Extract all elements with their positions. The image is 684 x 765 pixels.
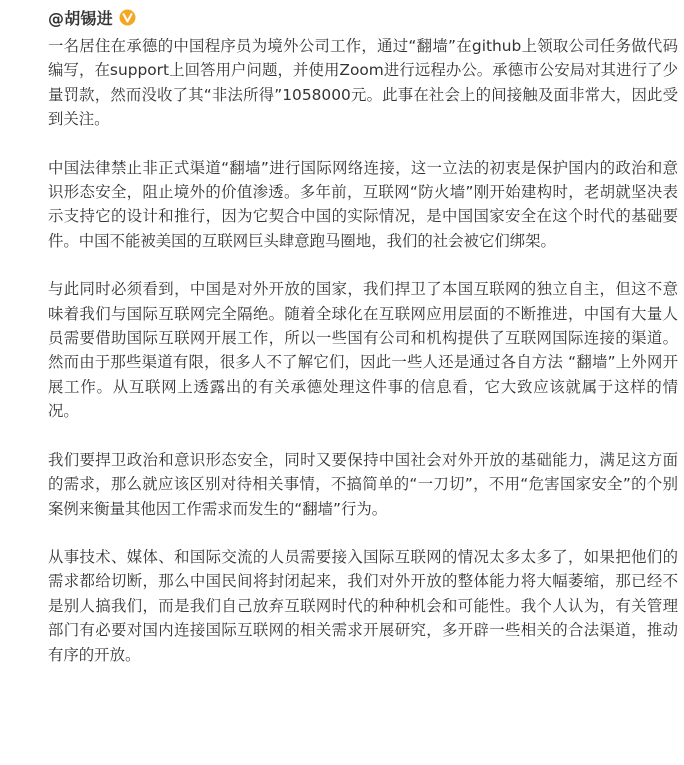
- post-paragraph-1: 一名居住在承德的中国程序员为境外公司工作，通过“翻墙”在github上领取公司任务做代码编写，在support上回答用户问题，并使用Zoom进行远程办公。承德市公安局对其进行了少量罚款，然而没收了其“非法所得”1058000元。此事在社会上的间接触及面非常大，因此受到关注。: [48, 37, 678, 129]
- post-paragraph-4: 我们要捍卫政治和意识形态安全，同时又要保持中国社会对外开放的基础能力，满足这方面的需求，那么就应该区别对待相关事情，不搞简单的“一刀切”，不用“危害国家安全”的个别案例来衡量其他因工作需求而发生的“翻墙”行为。: [48, 450, 678, 518]
- weibo-post: [48, 6, 678, 691]
- post-header: [48, 6, 678, 28]
- post-paragraph-5: 从事技术、媒体、和国际交流的人员需要接入国际互联网的情况太多太多了，如果把他们的需求都给切断，那么中国民间将封闭起来，我们对外开放的整体能力将大幅萎缩，那已经不是别人搞我们，而是我们自己放弃互联网时代的种种机会和可能性。我个人认为，有关管理部门有必要对国内连接国际互联网的相关需求开展研究，多开辟一些相关的合法渠道，推动有序的开放。: [48, 547, 678, 664]
- post-paragraph-3: 与此同时必须看到，中国是对外开放的国家，我们捍卫了本国互联网的独立自主，但这不意味着我们与国际互联网完全隔绝。随着全球化在互联网应用层面的不断推进，中国有大量人员需要借助国际互联网开展工作，所以一些国有公司和机构提供了互联网国际连接的渠道。然而由于那些渠道有限，很多人不了解它们，因此一些人还是通过各自方法 “翻墙”上外网开展工作。从互联网上透露出的有关承德处理这件事的信息看，它大致应该就属于这样的情况。: [48, 280, 678, 421]
- post-paragraph-2: 中国法律禁止非正式渠道“翻墙”进行国际网络连接，这一立法的初衷是保护国内的政治和意识形态安全，阻止境外的价值渗透。多年前，互联网“防火墙”刚开始建构时，老胡就坚决表示支持它的设计和推行，因为它契合中国的实际情况，是中国国家安全在这个时代的基础要件。中国不能被美国的互联网巨头肆意跑马圈地，我们的社会被它们绑架。: [48, 158, 678, 250]
- verified-v-badge-icon: [119, 9, 136, 26]
- author-name[interactable]: @胡锡进: [48, 8, 113, 28]
- post-content: [48, 34, 678, 667]
